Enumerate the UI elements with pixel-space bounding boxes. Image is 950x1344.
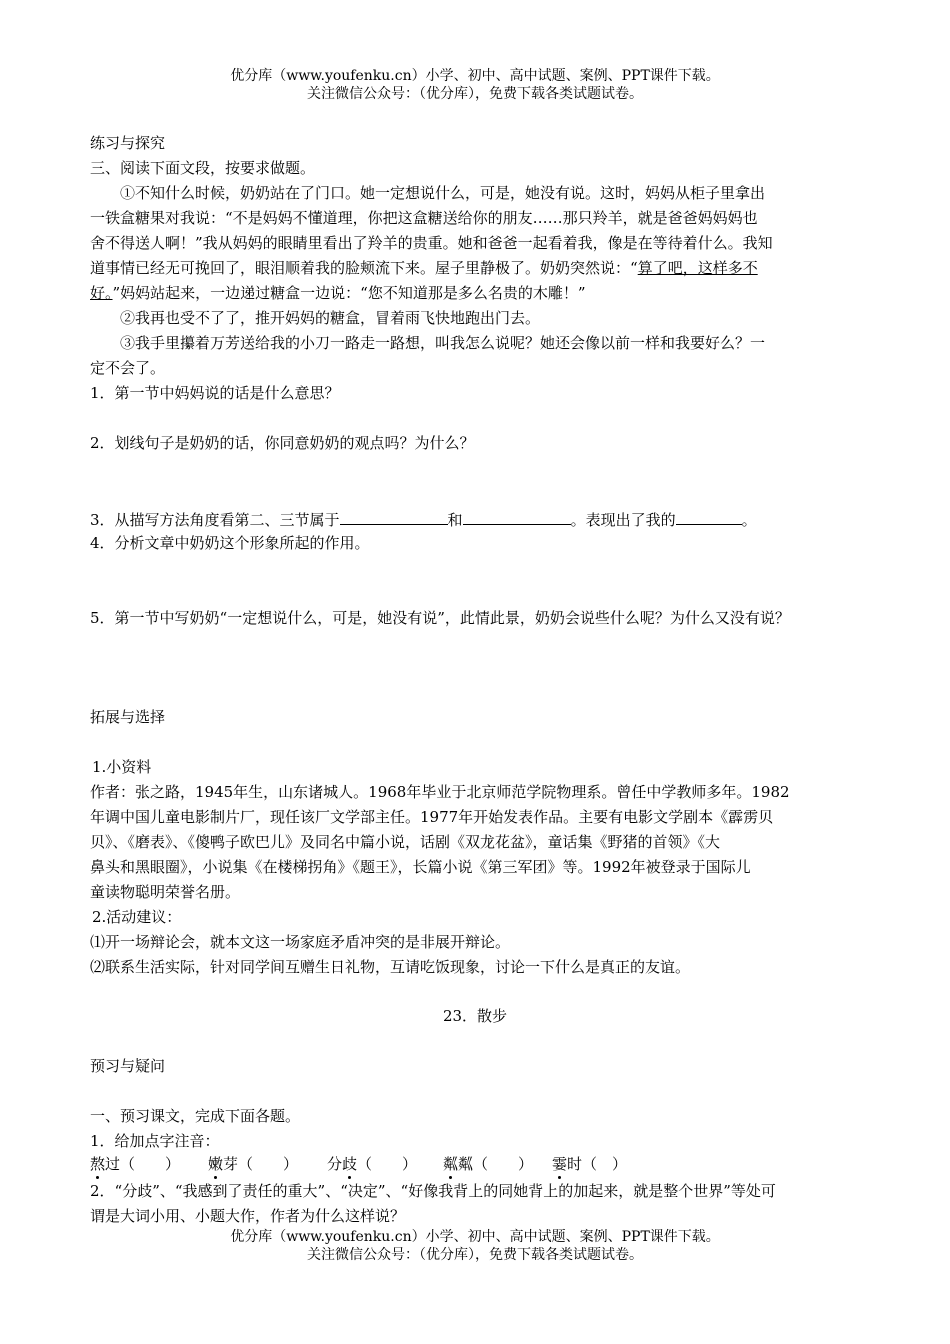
underlined-sentence-end: 好。 bbox=[90, 284, 113, 302]
question-1: 1．第一节中妈妈说的话是什么意思？ bbox=[90, 384, 340, 402]
passage-p3-line1: ③我手里攥着万芳送给我的小刀一路走一路想，叫我怎么说呢？她还会像以前一样和我要好么？一 bbox=[120, 334, 766, 352]
page-header-line1: 优分库（www.youfenku.cn）小学、初中、高中试题、案例、PPT课件下载。 bbox=[230, 68, 720, 84]
dotted-char: 歧 bbox=[342, 1155, 358, 1173]
page-footer-line1: 优分库（www.youfenku.cn）小学、初中、高中试题、案例、PPT课件下载。 bbox=[230, 1229, 720, 1245]
passage-p1-line4-text: 道事情已经无可挽回了，眼泪顺着我的脸颊流下来。屋子里静极了。奶奶突然说：“ bbox=[90, 259, 638, 277]
passage-p1-line3: 舍不得送人啊！”我从妈妈的眼睛里看出了羚羊的贵重。她和爸爸一起看着我，像是在等待着什么。我知 bbox=[90, 234, 773, 252]
preview-heading: 预习与疑问 bbox=[90, 1057, 166, 1075]
pinyin-item-pre: 分 bbox=[327, 1155, 343, 1173]
preview-task: 一、预习课文，完成下面各题。 bbox=[90, 1107, 301, 1125]
pinyin-item-rest: 粼（ ） bbox=[458, 1155, 534, 1173]
bio-line5: 童读物聪明荣誉名册。 bbox=[90, 883, 241, 901]
question-3-text-a: 3．从描写方法角度看第二、三节属于 bbox=[90, 511, 340, 529]
lesson-question-2-line2: 谓是大词小用、小题大作，作者为什么这样说？ bbox=[90, 1207, 406, 1225]
underlined-sentence-start: 算了吧，这样多不 bbox=[637, 259, 758, 277]
passage-p1-line1: ①不知什么时候，奶奶站在了门口。她一定想说什么，可是，她没有说。这时，妈妈从柜子里拿出 bbox=[120, 184, 766, 202]
pinyin-question: 1．给加点字注音： bbox=[90, 1132, 220, 1150]
answer-blank-1[interactable] bbox=[340, 508, 448, 525]
dotted-char: 粼 bbox=[443, 1155, 459, 1173]
bio-line3: 贝》、《磨表》、《傻鸭子欧巴儿》及同名中篇小说，话剧《双龙花盆》，童话集《野猪的首领》《大 bbox=[90, 833, 721, 851]
passage-p1-line2: 一铁盒糖果对我说：“不是妈妈不懂道理，你把这盒糖送给你的朋友……那只羚羊，就是爸爸妈妈妈也 bbox=[90, 209, 758, 227]
question-3-text-d: 。 bbox=[741, 511, 757, 529]
pinyin-item-rest: 时（ ） bbox=[567, 1155, 628, 1173]
bio-line1: 作者：张之路，1945年生，山东诸城人。1968年毕业于北京师范学院物理系。曾任中学教师多年。1982 bbox=[90, 783, 790, 801]
pinyin-item-1 bbox=[90, 1154, 180, 1174]
pinyin-item-rest: （ ） bbox=[357, 1155, 418, 1173]
bio-line2: 年调中国儿童电影制片厂，现任该厂文学部主任。1977年开始发表作品。主要有电影文学剧本《霹雳贝 bbox=[90, 808, 774, 826]
passage-p1-line4 bbox=[90, 258, 758, 278]
lesson-question-2-line1: 2．“分歧”、“我感到了责任的重大”、“决定”、“好像我背上的同她背上的加起来，就是整个世界”等处可 bbox=[90, 1182, 776, 1200]
passage-p2: ②我再也受不了了，推开妈妈的糖盒，冒着雨飞快地跑出门去。 bbox=[120, 309, 541, 327]
answer-blank-3[interactable] bbox=[676, 508, 742, 525]
question-3 bbox=[90, 508, 757, 530]
pinyin-item-2 bbox=[208, 1154, 298, 1174]
pinyin-item-rest: 芽（ ） bbox=[223, 1155, 299, 1173]
question-3-text-c: 。表现出了我的 bbox=[570, 511, 676, 529]
suggestion-2: ⑵联系生活实际，针对同学间互赠生日礼物，互请吃饭现象，讨论一下什么是真正的友谊。 bbox=[90, 958, 691, 976]
question-4: 4．分析文章中奶奶这个形象所起的作用。 bbox=[90, 534, 370, 552]
passage-p3-line2: 定不会了。 bbox=[90, 359, 166, 377]
bio-line4: 鼻头和黑眼圈》，小说集《在楼梯拐角》《题王》，长篇小说《第三军团》等。1992年被登录于国际儿 bbox=[90, 858, 751, 876]
pinyin-item-4 bbox=[443, 1154, 533, 1174]
question-3-text-b: 和 bbox=[447, 511, 463, 529]
page-footer-line2: 关注微信公众号：（优分库），免费下载各类试题试卷。 bbox=[307, 1247, 643, 1263]
extension-item2-title: 2.活动建议： bbox=[92, 908, 182, 926]
dotted-char: 嫩 bbox=[208, 1155, 224, 1173]
extension-item1-title: 1.小资料 bbox=[92, 758, 152, 776]
pinyin-item-3 bbox=[327, 1154, 417, 1174]
suggestion-1: ⑴开一场辩论会，就本文这一场家庭矛盾冲突的是非展开辩论。 bbox=[90, 933, 511, 951]
dotted-char: 霎 bbox=[552, 1155, 568, 1173]
practice-instruction: 三、阅读下面文段，按要求做题。 bbox=[90, 159, 316, 177]
extension-heading: 拓展与选择 bbox=[90, 708, 166, 726]
dotted-char: 熬 bbox=[90, 1155, 106, 1173]
lesson-title: 23．散步 bbox=[442, 1007, 508, 1025]
pinyin-item-rest: 过（ ） bbox=[105, 1155, 181, 1173]
page-header-line2: 关注微信公众号：（优分库），免费下载各类试题试卷。 bbox=[307, 86, 643, 102]
question-5: 5．第一节中写奶奶“一定想说什么，可是，她没有说”，此情此景，奶奶会说些什么呢？为什么又没有说？ bbox=[90, 609, 790, 627]
passage-p1-line5-text: ”妈妈站起来，一边递过糖盒一边说：“您不知道那是多么名贵的木雕！” bbox=[112, 284, 586, 302]
question-2: 2．划线句子是奶奶的话，你同意奶奶的观点吗？为什么？ bbox=[90, 434, 475, 452]
answer-blank-2[interactable] bbox=[463, 508, 571, 525]
pinyin-item-5 bbox=[552, 1154, 627, 1174]
passage-p1-line5 bbox=[90, 283, 586, 303]
practice-heading: 练习与探究 bbox=[90, 134, 166, 152]
